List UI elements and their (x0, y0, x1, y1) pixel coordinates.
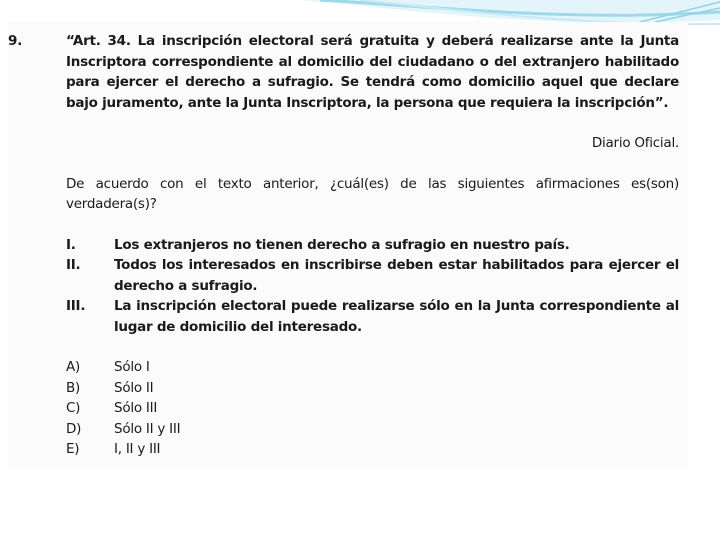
quoted-article: “Art. 34. La inscripción electoral será gratuita y deberá realizarse ante la Junta Inscriptora correspondiente al domicilio del ciudadano o del extranjero habilitado para ejercer el derecho a sufragio. Se tendrá como domicilio aquel que declare bajo juramento, ante la Junta Inscriptora, la persona que requiera la inscripción”. (66, 33, 679, 111)
option-letter: E) (66, 441, 80, 457)
question-number: 9. (8, 33, 23, 49)
question-content (66, 31, 679, 460)
answer-options (66, 357, 679, 460)
option-letter: D) (66, 420, 82, 437)
option-text: I, II y III (114, 441, 161, 457)
answer-option (66, 398, 679, 419)
option-text: Sólo I (114, 359, 150, 375)
statement-item (66, 235, 679, 256)
option-letter: C) (66, 400, 81, 416)
statement-item (66, 296, 679, 337)
statement-number: II. (66, 257, 81, 273)
statement-item (66, 255, 679, 296)
statement-text: Todos los interesados en inscribirse deben estar habilitados para ejercer el derecho a sufragio. (114, 257, 679, 294)
statement-number: I. (66, 236, 76, 253)
source-citation: Diario Oficial. (591, 135, 679, 151)
statement-text: Los extranjeros no tienen derecho a sufragio en nuestro país. (114, 236, 570, 253)
statement-number: III. (66, 298, 86, 314)
answer-option (66, 357, 679, 378)
statement-text: La inscripción electoral puede realizarse sólo en la Junta correspondiente al lugar de domicilio del interesado. (114, 298, 679, 335)
answer-option (66, 419, 679, 440)
statement-list (66, 235, 679, 338)
option-text: Sólo II y III (114, 420, 181, 437)
answer-option (66, 439, 679, 460)
option-letter: A) (66, 359, 81, 375)
answer-option (66, 378, 679, 399)
option-text: Sólo III (114, 400, 158, 416)
option-text: Sólo II (114, 379, 154, 396)
option-letter: B) (66, 379, 81, 396)
question-prompt: De acuerdo con el texto anterior, ¿cuál(es) de las siguientes afirmaciones es(son) verdadera(s)? (66, 175, 679, 212)
